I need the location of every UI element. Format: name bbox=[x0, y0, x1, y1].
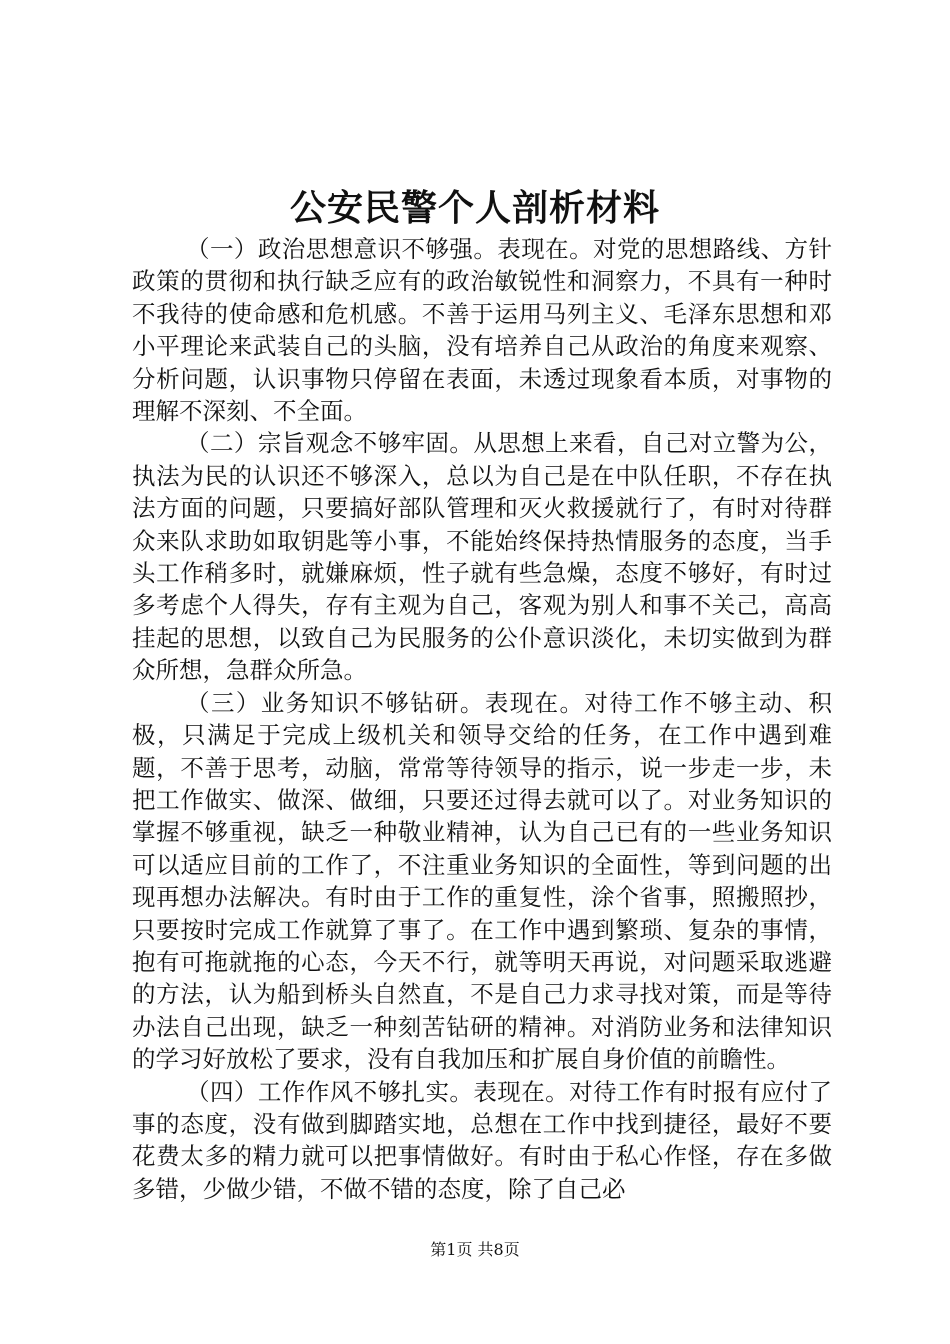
paragraph-1: （一）政治思想意识不够强。表现在。对党的思想路线、方针政策的贯彻和执行缺乏应有的政治敏锐性和洞察力，不具有一种时不我待的使命感和危机感。不善于运用马列主义、毛泽东思想和邓小平理论来武装自己的头脑，没有培养自己从政治的角度来观察、分析问题，认识事物只停留在表面，未透过现象看本质，对事物的理解不深刻、不全面。 bbox=[132, 235, 832, 426]
page-footer: 第1页 共8页 bbox=[430, 1240, 520, 1259]
paragraph-2: （二）宗旨观念不够牢固。从思想上来看，自己对立警为公，执法为民的认识还不够深入，总以为自己是在中队任职，不存在执法方面的问题，只要搞好部队管理和灭火救援就行了，有时对待群众来队求助如取钥匙等小事，不能始终保持热情服务的态度，当手头工作稍多时，就嫌麻烦，性子就有些急燥，态度不够好，有时过多考虑个人得失，存有主观为自己，客观为别人和事不关己，高高挂起的思想，以致自己为民服务的公仆意识淡化，未切实做到为群众所想，急群众所急。 bbox=[132, 429, 832, 685]
document-body bbox=[132, 233, 832, 1205]
paragraph-3: （三）业务知识不够钻研。表现在。对待工作不够主动、积极，只满足于完成上级机关和领导交给的任务，在工作中遇到难题，不善于思考，动脑，常常等待领导的指示，说一步走一步，未把工作做实、做深、做细，只要还过得去就可以了。对业务知识的掌握不够重视，缺乏一种敬业精神，认为自己已有的一些业务知识可以适应目前的工作了，不注重业务知识的全面性，等到问题的出现再想办法解决。有时由于工作的重复性，涂个省事，照搬照抄，只要按时完成工作就算了事了。在工作中遇到繁琐、复杂的事情，抱有可拖就拖的心态，今天不行，就等明天再说，对问题采取逃避的方法，认为船到桥头自然直，不是自己力求寻找对策，而是等待办法自己出现，缺乏一种刻苦钻研的精神。对消防业务和法律知识的学习好放松了要求，没有自我加压和扩展自身价值的前瞻性。 bbox=[132, 688, 832, 1074]
paragraph-4: （四）工作作风不够扎实。表现在。对待工作有时报有应付了事的态度，没有做到脚踏实地，总想在工作中找到捷径，最好不要花费太多的精力就可以把事情做好。有时由于私心作怪，存在多做多错，少做少错，不做不错的态度，除了自己必 bbox=[132, 1077, 832, 1203]
document-title: 公安民警个人剖析材料 bbox=[289, 187, 660, 229]
